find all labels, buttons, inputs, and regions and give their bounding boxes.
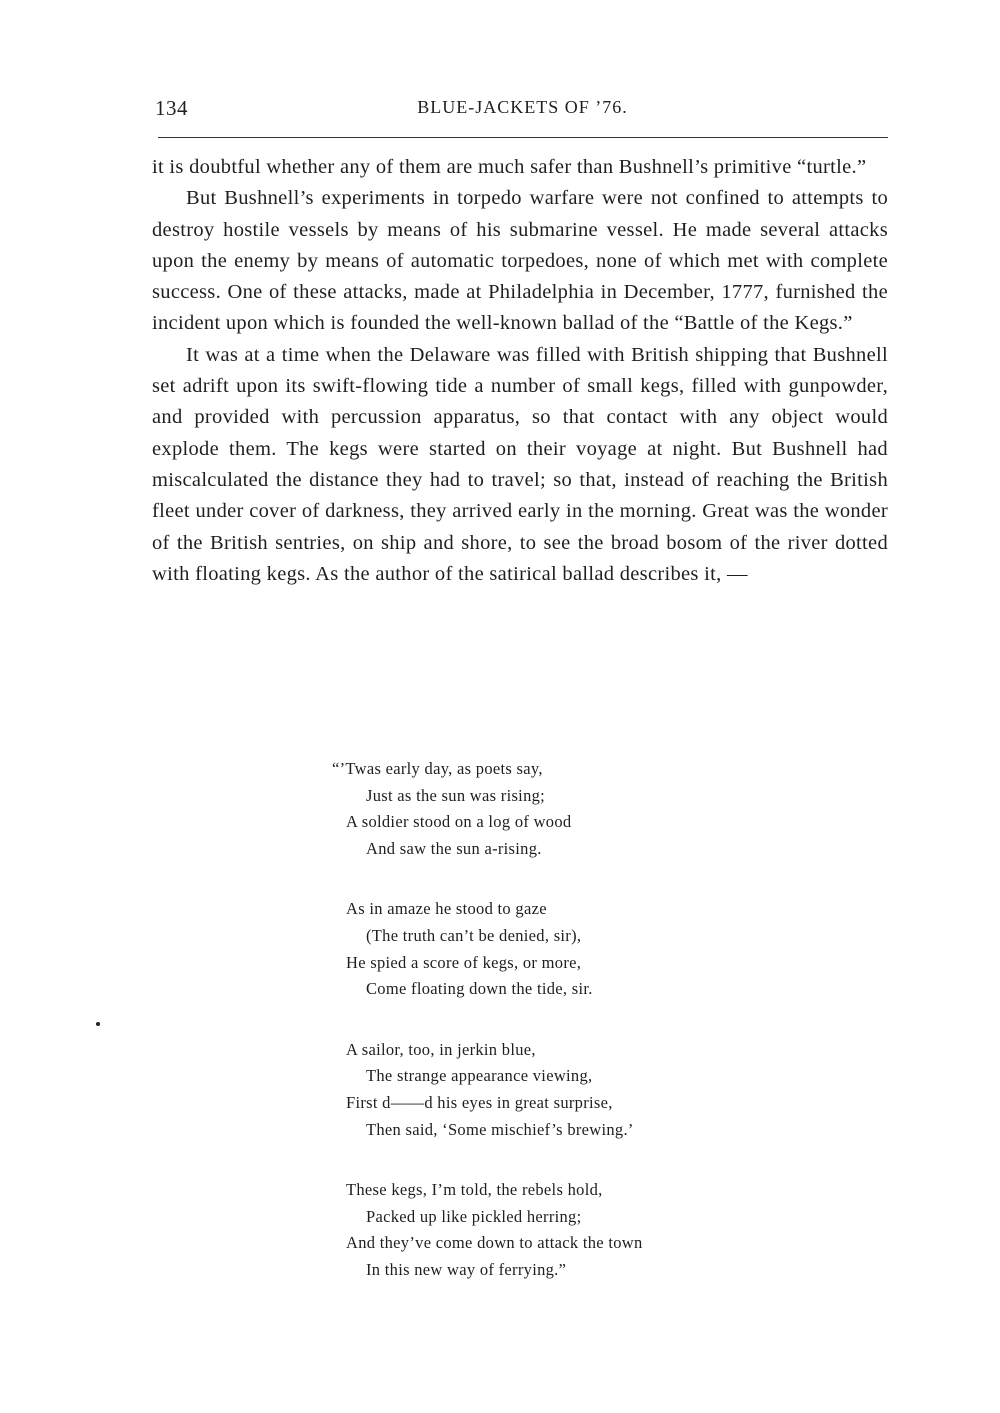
page-number: 134 bbox=[155, 96, 188, 120]
poem-line: He spied a score of kegs, or more, bbox=[346, 952, 582, 972]
poem-line: Then said, ‘Some mischief’s brewing.’ bbox=[366, 1119, 634, 1139]
poem-line: In this new way of ferrying.” bbox=[366, 1259, 567, 1279]
page-header bbox=[155, 96, 890, 124]
poem-line: The strange appearance viewing, bbox=[366, 1066, 593, 1086]
poem-line: A sailor, too, in jerkin blue, bbox=[346, 1039, 536, 1059]
running-title: BLUE-JACKETS OF ’76. bbox=[417, 97, 628, 117]
poem-line: And saw the sun a-rising. bbox=[366, 838, 542, 858]
paragraph-delaware-kegs: It was at a time when the Delaware was filled with British shipping that Bushnell set adrift upon its swift-flowing tide a number of small kegs, filled with gunpowder, and provided with percussion apparatus, so that contact with any object would explode them. The kegs were started on their voyage at night. But Bushnell had miscalculated the distance they had to travel; so that, instead of reaching the British fleet under cover of darkness, they arrived early in the morning. Great was the wonder of the British sentries, on ship and shore, to see the broad bosom of the river dotted with floating kegs. As the author of the satirical ballad describes it, — bbox=[152, 343, 888, 585]
poem-line: Just as the sun was rising; bbox=[366, 785, 546, 805]
ballad-quote bbox=[332, 756, 752, 1318]
poem-line: Come floating down the tide, sir. bbox=[366, 979, 593, 999]
poem-line: Packed up like pickled herring; bbox=[366, 1206, 582, 1226]
poem-line: And they’ve come down to attack the town bbox=[346, 1233, 643, 1253]
body-text bbox=[152, 152, 888, 590]
stanza bbox=[332, 1177, 752, 1283]
poem-line: (The truth can’t be denied, sir), bbox=[366, 925, 582, 945]
stanza bbox=[332, 1037, 752, 1143]
poem-line: First d——d his eyes in great surprise, bbox=[346, 1092, 613, 1112]
poem-line: As in amaze he stood to gaze bbox=[346, 899, 547, 919]
ink-speck bbox=[96, 1022, 100, 1026]
poem-line: “’Twas early day, as poets say, bbox=[332, 759, 543, 778]
poem-line: These kegs, I’m told, the rebels hold, bbox=[346, 1180, 603, 1200]
header-rule bbox=[158, 137, 888, 138]
stanza bbox=[332, 756, 752, 862]
paragraph-continued: it is doubtful whether any of them are much safer than Bushnell’s primitive “turtle.” bbox=[152, 156, 867, 178]
poem-line: A soldier stood on a log of wood bbox=[346, 812, 572, 832]
stanza bbox=[332, 896, 752, 1002]
paragraph-bushnell-experiments: But Bushnell’s experiments in torpedo warfare were not confined to attempts to destroy hostile vessels by means of his submarine vessel. He made several attacks upon the enemy by means of automatic torpedoes, none of which met with complete success. One of these attacks, made at Philadelphia in December, 1777, furnished the incident upon which is founded the well-known ballad of the “Battle of the Kegs.” bbox=[152, 187, 888, 335]
